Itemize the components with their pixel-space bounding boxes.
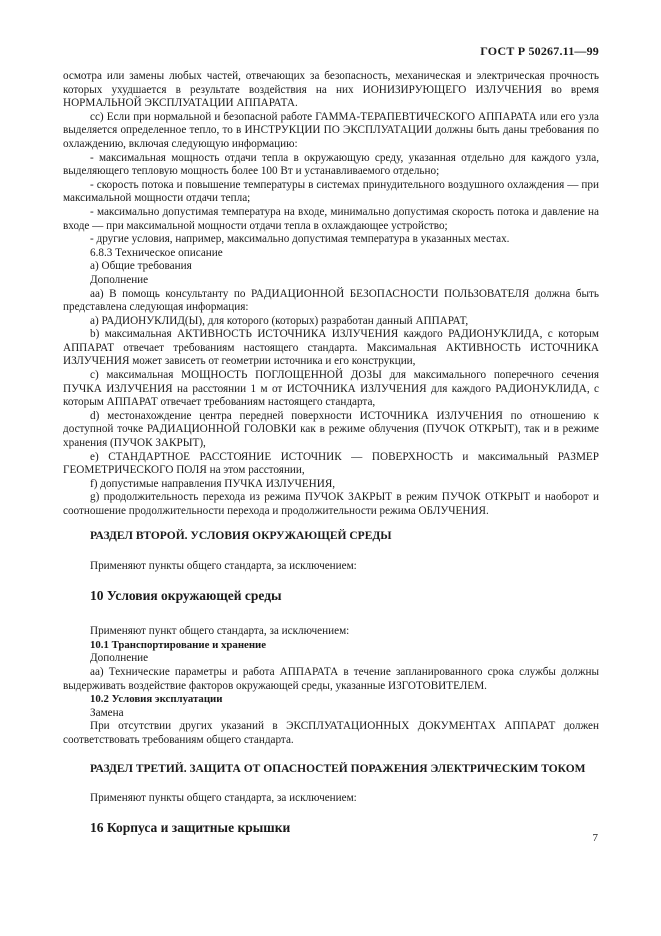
paragraph: аа) В помощь консультанту по РАДИАЦИОННОЙ БЕЗОПАСНОСТИ ПОЛЬЗОВАТЕЛЯ должна быть представлена следующая информация: xyxy=(63,287,599,314)
list-item: b) максимальная АКТИВНОСТЬ ИСТОЧНИКА ИЗЛУЧЕНИЯ каждого РАДИОНУКЛИДА, с которым АППАРАТ отвечает требованиям настоящего стандарта. Максимальная АКТИВНОСТЬ ИСТОЧНИКА ИЗЛУЧЕНИЯ может зависеть от геометрии источника и его конструкции, xyxy=(63,328,599,368)
list-item: - другие условия, например, максимально допустимая температура в указанных местах. xyxy=(90,233,510,246)
subsection-heading: 6.8.3 Техническое описание xyxy=(90,246,223,259)
page-number: 7 xyxy=(592,832,598,844)
paragraph: Дополнение xyxy=(90,652,149,665)
list-item: g) продолжительность перехода из режима ПУЧОК ЗАКРЫТ в режим ПУЧОК ОТКРЫТ и наоборот и соотношение продолжительности перехода и продолжительности режима ОБЛУЧЕНИЯ. xyxy=(63,491,599,517)
subclause-heading: 10.1 Транспортирование и хранение xyxy=(90,638,267,651)
paragraph: Замена xyxy=(90,706,124,719)
list-item: - максимально допустимая температура на входе, минимально допустимая скорость потока и давление на входе — при максимальной мощности отдачи тепла в охлаждающее устройство; xyxy=(63,205,599,232)
list-item: d) местонахождение центра передней поверхности ИСТОЧНИКА ИЗЛУЧЕНИЯ по отношению к доступной точке РАДИАЦИОННОЙ ГОЛОВКИ как в режиме облучения (ПУЧОК ОТКРЫТ), так и в режиме хранения (ПУЧОК ЗАКРЫТ), xyxy=(63,409,599,450)
list-item: f) допустимые направления ПУЧКА ИЗЛУЧЕНИЯ, xyxy=(90,477,336,490)
paragraph: При отсутствии других указаний в ЭКСПЛУАТАЦИОННЫХ ДОКУМЕНТАХ АППАРАТ должен соответствовать требованиям общего стандарта. xyxy=(63,720,599,746)
list-item: - максимальная мощность отдачи тепла в окружающую среду, указанная отдельно для каждого узла, выделяющего тепловую мощность более 100 Вт и устанавливаемого отдельно; xyxy=(63,151,599,178)
document-header: ГОСТ Р 50267.11—99 xyxy=(480,44,599,58)
subclause-heading: 10.2 Условия эксплуатации xyxy=(90,693,223,706)
document-body xyxy=(63,70,599,857)
paragraph: аа) Технические параметры и работа АППАРАТА в течение запланированного срока службы должны выдерживать воздействие факторов окружающей среды, указанные ИЗГОТОВИТЕЛЕМ. xyxy=(63,665,599,692)
list-item: - скорость потока и повышение температуры в системах принудительного воздушного охлаждения — при максимальной мощности отдачи тепла; xyxy=(63,178,599,205)
paragraph: осмотра или замены любых частей, отвечающих за безопасность, механическая и электрическая прочность которых ухудшается в результате воздействия на них ИОНИЗИРУЮЩЕГО ИЗЛУЧЕНИЯ во время НОРМАЛЬНОЙ ЭКСПЛУАТАЦИИ АППАРАТА. xyxy=(63,70,599,110)
paragraph: Применяют пункт общего стандарта, за исключением: xyxy=(90,625,350,638)
clause-heading: 16 Корпуса и защитные крышки xyxy=(90,820,291,836)
list-item: е) СТАНДАРТНОЕ РАССТОЯНИЕ ИСТОЧНИК — ПОВЕРХНОСТЬ и максимальный РАЗМЕР ГЕОМЕТРИЧЕСКОГО ПОЛЯ на этом расстоянии, xyxy=(63,450,599,477)
paragraph: Применяют пункты общего стандарта, за исключением: xyxy=(90,791,357,804)
list-item: а) РАДИОНУКЛИД(Ы), для которого (которых) разработан данный АППАРАТ, xyxy=(90,314,469,327)
paragraph: Дополнение xyxy=(90,273,149,286)
paragraph: сс) Если при нормальной и безопасной работе ГАММА-ТЕРАПЕВТИЧЕСКОГО АППАРАТА или его узла выделяется определенное тепло, то в ИНСТРУКЦИИ ПО ЭКСПЛУАТАЦИИ должны быть даны требования по охлаждению, включая следующую информацию: xyxy=(63,110,599,150)
section-heading: РАЗДЕЛ ВТОРОЙ. УСЛОВИЯ ОКРУЖАЮЩЕЙ СРЕДЫ xyxy=(90,529,392,542)
list-item: с) максимальная МОЩНОСТЬ ПОГЛОЩЕННОЙ ДОЗЫ для максимального поперечного сечения ПУЧКА ИЗЛУЧЕНИЯ на расстоянии 1 м от ИСТОЧНИКА ИЗЛУЧЕНИЯ для каждого РАДИОНУКЛИДА, с которым АППАРАТ отвечает требованиям настоящего стандарта, xyxy=(63,369,599,409)
clause-heading: 10 Условия окружающей среды xyxy=(90,588,282,604)
paragraph: а) Общие требования xyxy=(90,260,192,273)
paragraph: Применяют пункты общего стандарта, за исключением: xyxy=(90,559,357,572)
section-heading: РАЗДЕЛ ТРЕТИЙ. ЗАЩИТА ОТ ОПАСНОСТЕЙ ПОРАЖЕНИЯ ЭЛЕКТРИЧЕСКИМ ТОКОМ xyxy=(90,762,586,775)
